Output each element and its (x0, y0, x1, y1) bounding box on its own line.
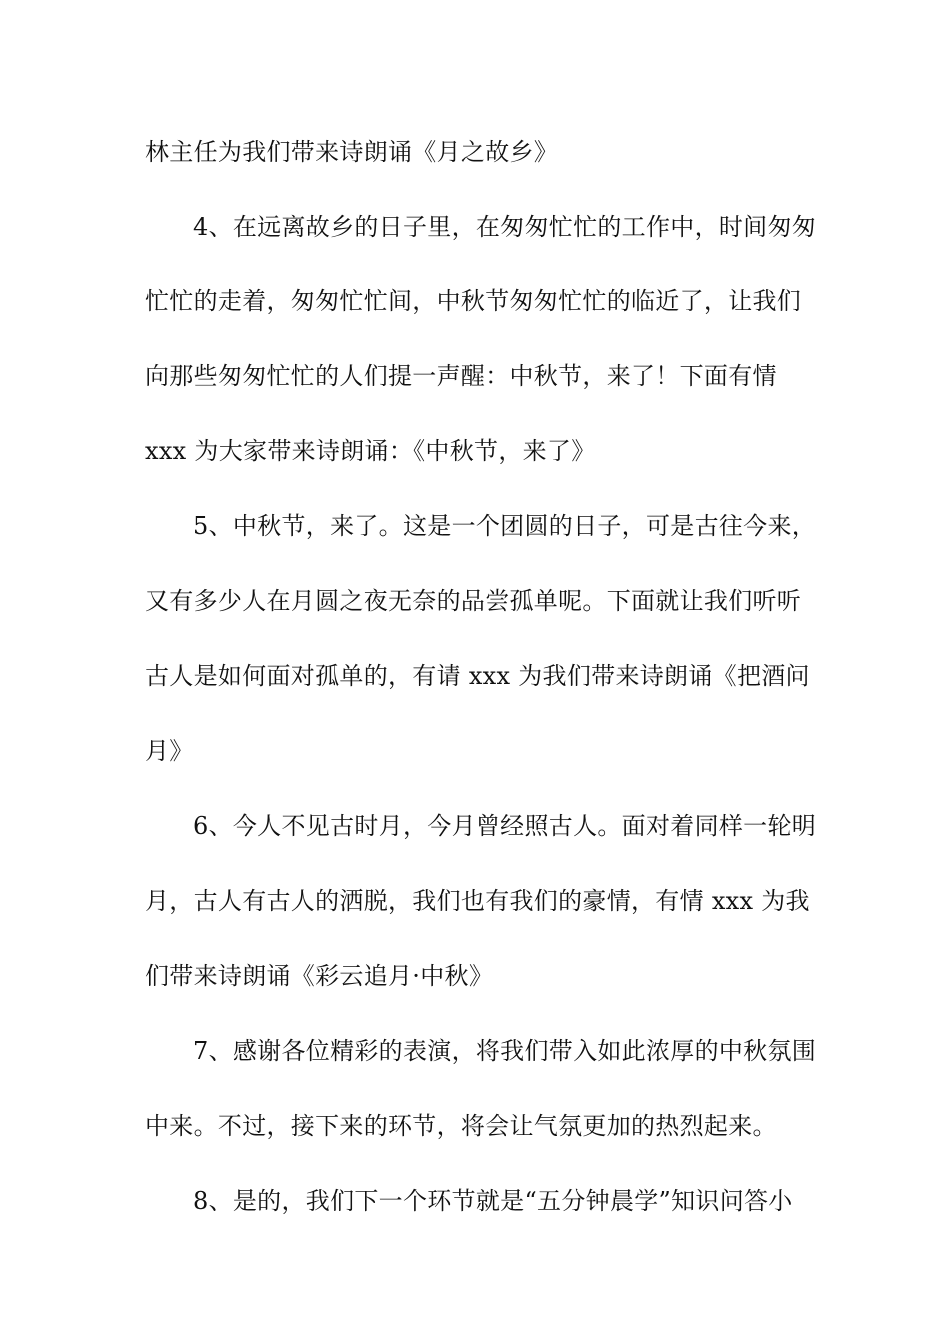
paragraph-4-line: 4、在远离故乡的日子里，在匆匆忙忙的工作中，时间匆匆 (193, 213, 817, 241)
text-line: 月》 (145, 737, 194, 765)
text-line: 忙忙的走着，匆匆忙忙间，中秋节匆匆忙忙的临近了，让我们 (145, 287, 802, 315)
text-line: 向那些匆匆忙忙的人们提一声醒：中秋节，来了！下面有情 (145, 362, 777, 390)
paragraph-6-line: 6、今人不见古时月，今月曾经照古人。面对着同样一轮明 (193, 812, 817, 840)
text-line: 月，古人有古人的洒脱，我们也有我们的豪情，有情 xxx 为我 (145, 887, 810, 915)
paragraph-5-line: 5、中秋节，来了。这是一个团圆的日子，可是古往今来， (193, 512, 817, 540)
text-line: 中来。不过，接下来的环节，将会让气氛更加的热烈起来。 (145, 1112, 777, 1140)
paragraph-7-line: 7、感谢各位精彩的表演，将我们带入如此浓厚的中秋氛围 (193, 1037, 817, 1065)
text-line: 林主任为我们带来诗朗诵《月之故乡》 (145, 138, 559, 166)
paragraph-8-line: 8、是的，我们下一个环节就是“五分钟晨学”知识问答小 (193, 1187, 793, 1215)
text-line: 们带来诗朗诵《彩云追月·中秋》 (145, 962, 494, 990)
text-line: 又有多少人在月圆之夜无奈的品尝孤单呢。下面就让我们听听 (145, 587, 802, 615)
text-line: 古人是如何面对孤单的，有请 xxx 为我们带来诗朗诵《把酒问 (145, 662, 810, 690)
text-line: xxx 为大家带来诗朗诵：《中秋节，来了》 (145, 437, 596, 465)
